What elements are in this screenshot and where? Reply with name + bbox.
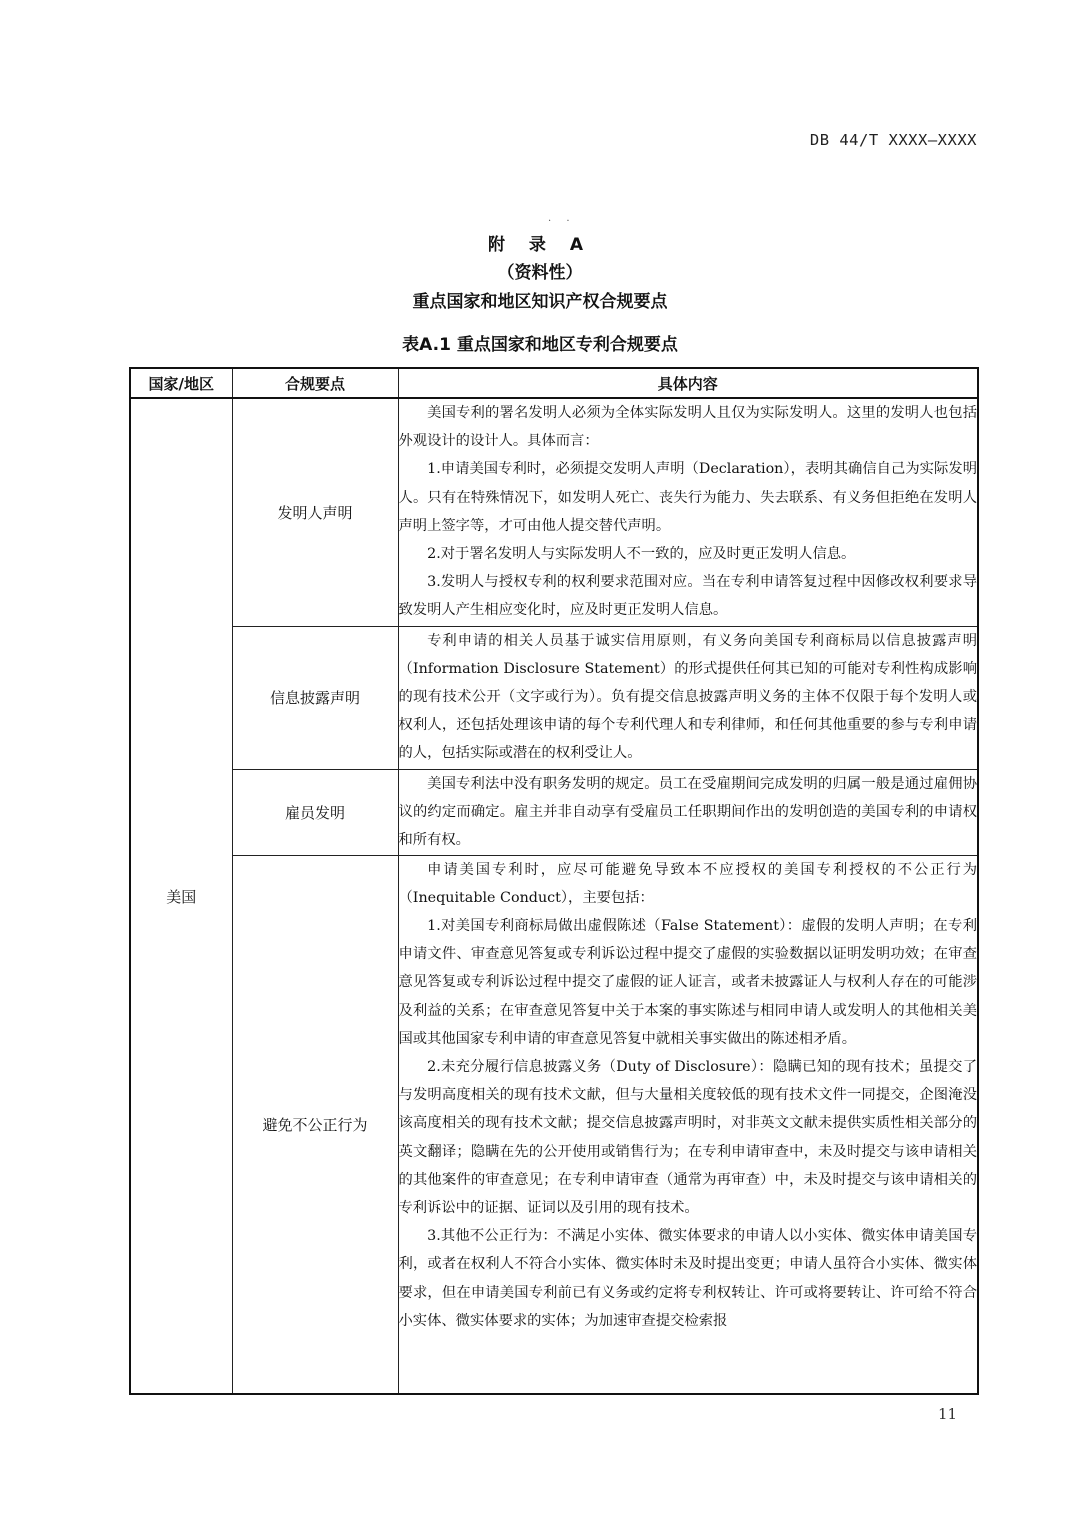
table-row	[130, 398, 978, 626]
content-cell	[398, 855, 978, 1394]
decorative-dots: . .	[548, 213, 576, 224]
content-cell	[398, 769, 978, 855]
country-cell: 美国	[130, 398, 232, 1394]
content-paragraph: 美国专利法中没有职务发明的规定。员工在受雇期间完成发明的归属一般是通过雇佣协议的约定而确定。雇主并非自动享有受雇员工任职期间作出的发明创造的美国专利的申请权和所有权。	[398, 775, 977, 848]
table-row	[130, 769, 978, 855]
appendix-note: （资料性）	[497, 263, 583, 283]
content-paragraph: 3.发明人与授权专利的权利要求范围对应。当在专利申请答复过程中因修改权利要求导致发明人产生相应变化时，应及时更正发明人信息。	[398, 574, 977, 619]
header-content: 具体内容	[398, 368, 978, 398]
compliance-table	[129, 367, 979, 1395]
table-row	[130, 855, 978, 1394]
content-paragraph: 申请美国专利时，应尽可能避免导致本不应授权的美国专利授权的不公正行为（Inequitable Conduct），主要包括：	[398, 861, 977, 906]
content-paragraph: 3.其他不公正行为：不满足小实体、微实体要求的申请人以小实体、微实体申请美国专利，或者在权利人不符合小实体、微实体时未及时提出变更；申请人虽符合小实体、微实体要求，但在申请美国专利前已有义务或约定将专利权转让、许可或将要转让、许可给不符合小实体、微实体要求的实体；为加速审查提交检索报	[398, 1228, 977, 1329]
content-paragraph: 美国专利的署名发明人必须为全体实际发明人且仅为实际发明人。这里的发明人也包括外观设计的设计人。具体而言：	[398, 405, 977, 450]
content-paragraph: 1.申请美国专利时，必须提交发明人声明（Declaration），表明其确信自己为实际发明人。只有在特殊情况下，如发明人死亡、丧失行为能力、失去联系、有义务但拒绝在发明人声明上签字等，才可由他人提交替代声明。	[398, 461, 977, 534]
point-cell: 发明人声明	[232, 398, 398, 626]
table-header-row	[130, 368, 978, 398]
appendix-title: 附 录 A	[488, 235, 592, 255]
content-cell	[398, 626, 978, 769]
appendix-main-title: 重点国家和地区知识产权合规要点	[412, 292, 668, 312]
page-number: 11	[938, 1405, 958, 1423]
point-cell: 避免不公正行为	[232, 855, 398, 1394]
content-cell	[398, 398, 978, 626]
header-compliance-point: 合规要点	[232, 368, 398, 398]
content-paragraph: 2.未充分履行信息披露义务（Duty of Disclosure）：隐瞒已知的现有技术；虽提交了与发明高度相关的现有技术文献，但与大量相关度较低的现有技术文件一同提交，企图淹没该高度相关的现有技术文献；提交信息披露声明时，对非英文文献未提供实质性相关部分的英文翻译；隐瞒在先的公开使用或销售行为；在专利申请审查中，未及时提交与该申请相关的其他案件的审查意见；在专利申请审查（通常为再审查）中，未及时提交与该申请相关的专利诉讼中的证据、证词以及引用的现有技术。	[398, 1058, 977, 1216]
table-row	[130, 626, 978, 769]
content-paragraph: 专利申请的相关人员基于诚实信用原则，有义务向美国专利商标局以信息披露声明（Information Disclosure Statement）的形式提供任何其已知的可能对专利性构成影响的现有技术公开（文字或行为）。负有提交信息披露声明义务的主体不仅限于每个发明人或权利人，还包括处理该申请的每个专利代理人和专利律师，和任何其他重要的参与专利申请的人，包括实际或潜在的权利受让人。	[398, 632, 977, 762]
header-country: 国家/地区	[130, 368, 232, 398]
document-code: DB 44/T XXXX—XXXX	[809, 131, 977, 149]
content-paragraph: 2.对于署名发明人与实际发明人不一致的，应及时更正发明人信息。	[427, 546, 856, 563]
point-cell: 信息披露声明	[232, 626, 398, 769]
point-cell: 雇员发明	[232, 769, 398, 855]
content-paragraph: 1.对美国专利商标局做出虚假陈述（False Statement）：虚假的发明人声明；在专利申请文件、审查意见答复或专利诉讼过程中提交了虚假的实验数据以证明发明功效；在审查意见答复或专利诉讼过程中提交了虚假的证人证言，或者未披露证人与权利人存在的可能涉及利益的关系；在审查意见答复中关于本案的事实陈述与相同申请人或发明人的其他相关美国或其他国家专利申请的审查意见答复中就相关事实做出的陈述相矛盾。	[398, 917, 977, 1047]
table-caption: 表A.1 重点国家和地区专利合规要点	[402, 335, 678, 355]
